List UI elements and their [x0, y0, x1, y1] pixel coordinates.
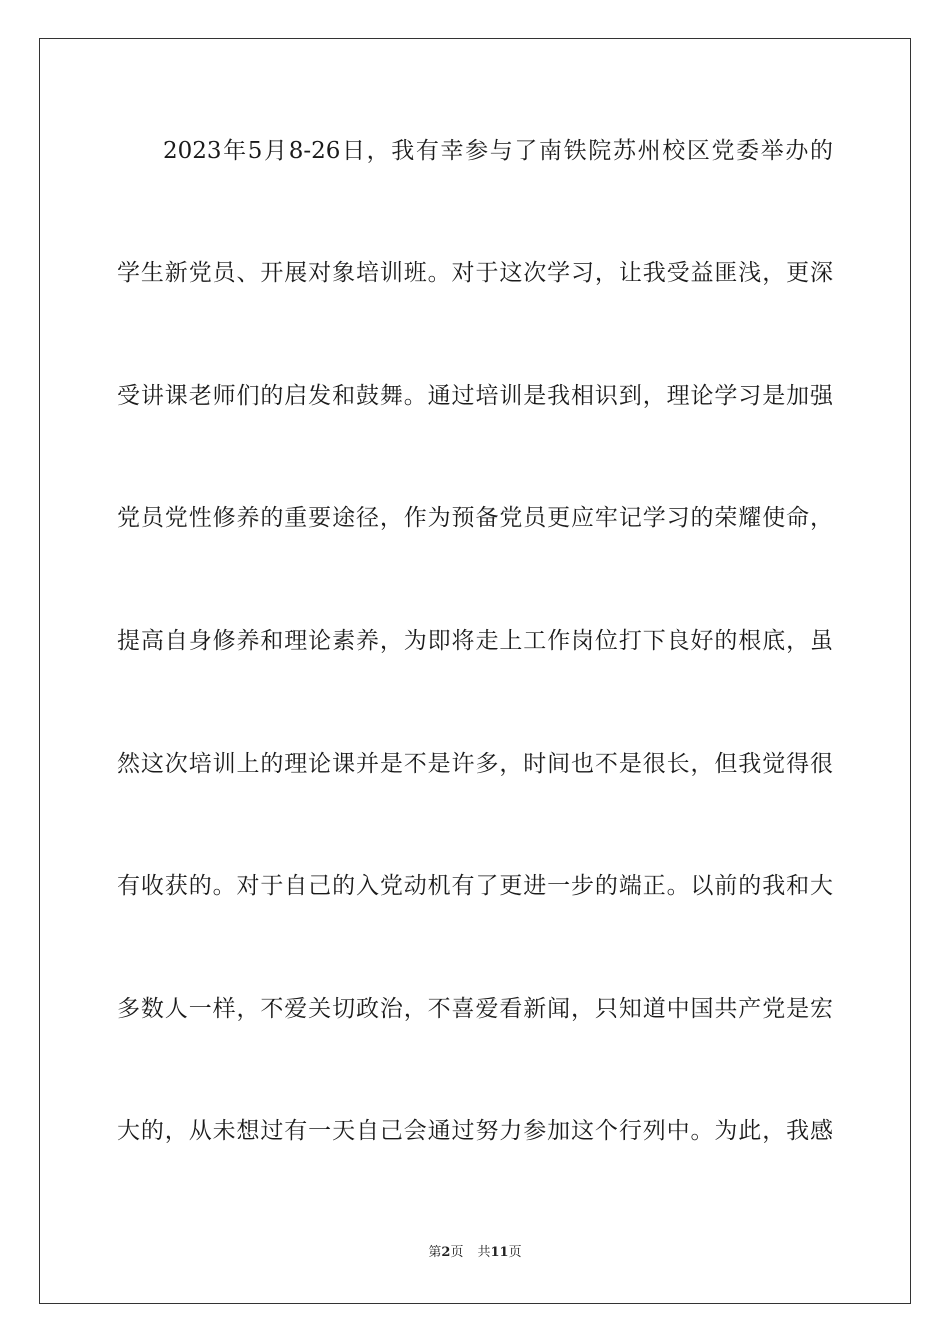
total-prefix: 共 [477, 1245, 491, 1260]
paragraph-line-5: 提高自身修养和理论素养，为即将走上工作岗位打下良好的根底，虽 [117, 628, 833, 654]
paragraph-line-8: 多数人一样，不爱关切政治，不喜爱看新闻，只知道中国共产党是宏 [117, 996, 833, 1022]
paragraph-line-2: 学生新党员、开展对象培训班。对于这次学习，让我受益匪浅，更深 [117, 260, 833, 286]
paragraph-line-3: 受讲课老师们的启发和鼓舞。通过培训是我相识到，理论学习是加强 [117, 383, 833, 409]
page-suffix: 页 [450, 1245, 464, 1260]
paragraph-line-6: 然这次培训上的理论课并是不是许多，时间也不是很长，但我觉得很 [117, 751, 833, 777]
total-suffix: 页 [508, 1245, 522, 1260]
page-footer [0, 1245, 950, 1261]
paragraph-line-4: 党员党性修养的重要途径，作为预备党员更应牢记学习的荣耀使命， [117, 505, 833, 531]
page-prefix: 第 [428, 1245, 442, 1260]
paragraph-line-7: 有收获的。对于自己的入党动机有了更进一步的端正。以前的我和大 [117, 873, 833, 899]
total-pages: 11 [490, 1245, 509, 1260]
page-border [39, 38, 911, 1304]
paragraph-line-1: 2023年5月8-26日，我有幸参与了南铁院苏州校区党委举办的 [163, 138, 833, 164]
paragraph-line-9: 大的，从未想过有一天自己会通过努力参加这个行列中。为此，我感 [117, 1118, 833, 1144]
page-number: 2 [441, 1245, 451, 1260]
